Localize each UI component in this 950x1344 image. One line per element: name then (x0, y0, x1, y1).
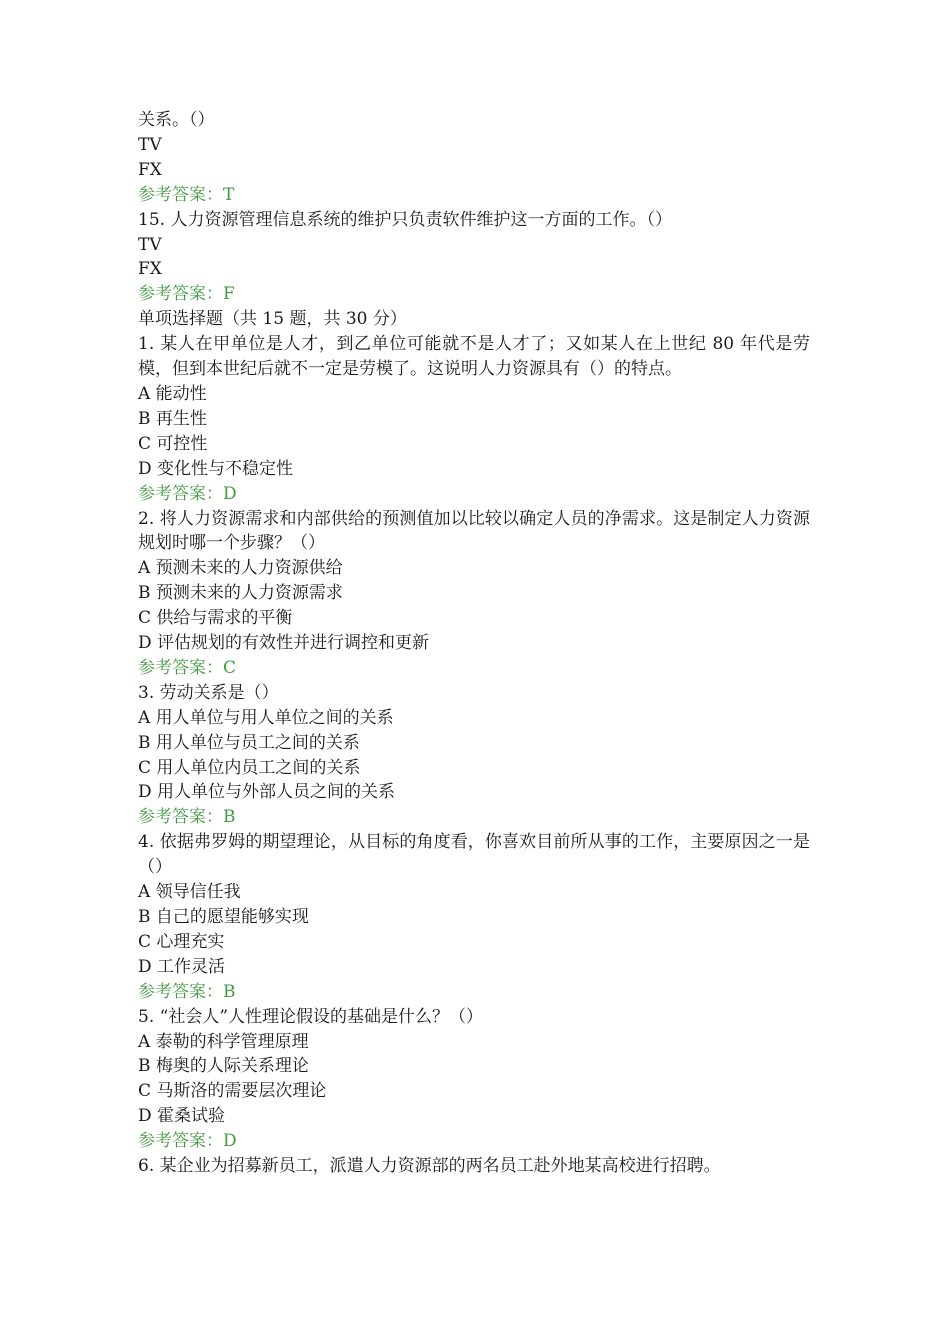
question-text: 关系。（） (138, 110, 215, 130)
option-text: A 预测未来的人力资源供给 (138, 558, 343, 579)
answer-text: 参考答案：B (138, 981, 236, 1002)
question-text: 2. 将人力资源需求和内部供给的预测值加以比较以确定人员的净需求。这是制定人力资源规划时哪一个步骤？（） (138, 508, 810, 554)
document-page (138, 108, 810, 1179)
question-text: 5. “社会人”人性理论假设的基础是什么？（） (138, 1006, 484, 1027)
option-text: A 泰勒的科学管理原理 (138, 1031, 309, 1052)
question-text: 4. 依据弗罗姆的期望理论，从目标的角度看，你喜欢目前所从事的工作，主要原因之一是（） (138, 832, 810, 878)
option-text: FX (138, 259, 162, 280)
answer-text: 参考答案：F (138, 284, 235, 305)
question-text: 6. 某企业为招募新员工，派遣人力资源部的两名员工赴外地某高校进行招聘。 (138, 1156, 721, 1177)
option-text: B 预测未来的人力资源需求 (138, 583, 343, 604)
option-text: A 能动性 (138, 383, 207, 404)
option-text: B 自己的愿望能够实现 (138, 907, 309, 927)
option-text: B 梅奥的人际关系理论 (138, 1056, 309, 1077)
option-text: TV (138, 134, 162, 155)
option-text: C 供给与需求的平衡 (138, 608, 293, 629)
option-text: D 用人单位与外部人员之间的关系 (138, 782, 396, 803)
question-text: 15. 人力资源管理信息系统的维护只负责软件维护这一方面的工作。（） (138, 209, 672, 230)
option-text: D 工作灵活 (138, 956, 226, 977)
option-text: C 用人单位内员工之间的关系 (138, 757, 361, 778)
answer-text: 参考答案：T (138, 184, 235, 205)
option-text: B 再生性 (138, 408, 207, 429)
option-text: C 可控性 (138, 433, 208, 454)
option-text: D 评估规划的有效性并进行调控和更新 (138, 633, 430, 654)
option-text: TV (138, 234, 162, 255)
option-text: D 霍桑试验 (138, 1106, 226, 1127)
option-text: FX (138, 159, 162, 180)
section-heading: 单项选择题（共 15 题，共 30 分） (138, 309, 407, 330)
answer-text: 参考答案：C (138, 657, 237, 678)
option-text: C 心理充实 (138, 931, 225, 952)
option-text: A 用人单位与用人单位之间的关系 (138, 707, 394, 728)
question-text: 3. 劳动关系是（） (138, 682, 279, 703)
answer-text: 参考答案：B (138, 807, 236, 828)
option-text: B 用人单位与员工之间的关系 (138, 732, 360, 753)
answer-text: 参考答案：D (138, 483, 237, 504)
option-text: D 变化性与不稳定性 (138, 458, 294, 479)
answer-text: 参考答案：D (138, 1131, 237, 1152)
option-text: A 领导信任我 (138, 882, 241, 903)
option-text: C 马斯洛的需要层次理论 (138, 1081, 327, 1102)
question-text: 1. 某人在甲单位是人才，到乙单位可能就不是人才了；又如某人在上世纪 80 年代是劳模，但到本世纪后就不一定是劳模了。这说明人力资源具有（）的特点。 (138, 334, 810, 380)
